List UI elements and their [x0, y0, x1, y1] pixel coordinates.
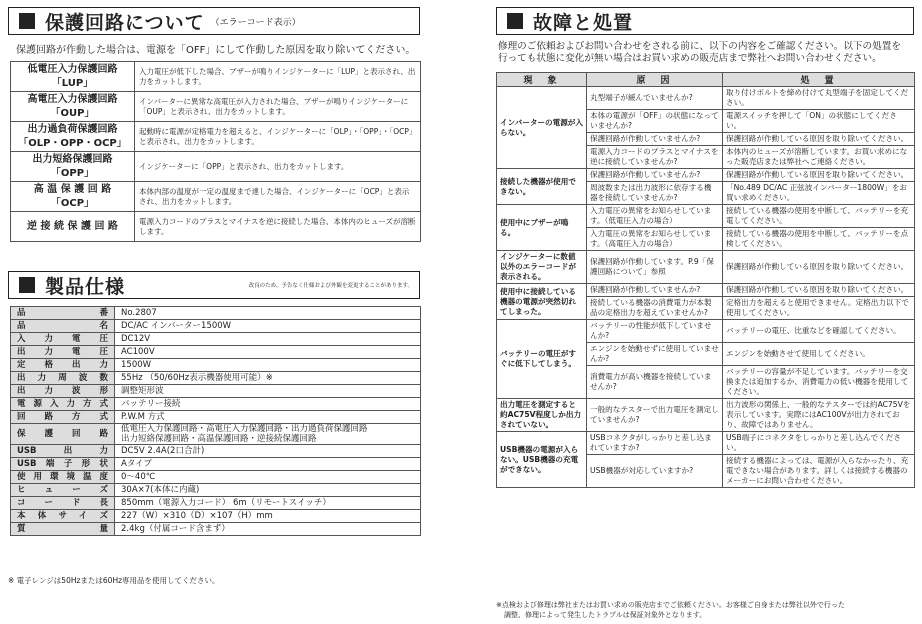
specs-note: 改良のため、予告なく仕様および外観を変更することがあります。: [248, 283, 413, 289]
trouble-symptom: USB機器の電源が入らない。USB機器の充電ができない。: [497, 432, 587, 488]
spec-row: [11, 523, 421, 536]
trouble-remedy: 本体内のヒューズが溶断しています。お買い求めになった販売店または弊社へご連絡ください。: [723, 146, 915, 169]
trouble-cause: 丸型端子が緩んでいませんか?: [587, 87, 723, 110]
trouble-cause: 保護回路が作動していませんか?: [587, 133, 723, 146]
specs-footnote: ※ 電子レンジは50Hzまたは60Hz専用品を使用してください。: [8, 576, 220, 585]
spec-row: [11, 333, 421, 346]
spec-value: No.2807: [115, 307, 421, 320]
spec-key: USB端子形状: [11, 458, 115, 471]
trouble-cause: 電源入力コードのプラスとマイナスを逆に接続していませんか?: [587, 146, 723, 169]
trouble-title: 故障と処置: [533, 11, 634, 34]
trouble-remedy: 「No.489 DC/AC 正弦波インバーター1800W」をお買い求めください。: [723, 182, 915, 205]
protection-circuit-name: 出力過負荷保護回路 「OLP・OPP・OCP」: [11, 122, 135, 152]
trouble-cause: エンジンを始動せずに使用していませんか?: [587, 343, 723, 366]
trouble-remedy: 保護回路が作動している原因を取り除いてください。: [723, 133, 915, 146]
trouble-symptom: 出力電圧を測定すると約AC75V程度しか出力されていない。: [497, 399, 587, 432]
trouble-remedy: バッテリーの容量が不足しています。バッテリーを交換または追加するか、消費電力の低い機器を使用してください。: [723, 366, 915, 399]
spec-row: [11, 411, 421, 424]
trouble-cause: 入力電圧の異常をお知らせしています。（高電圧入力の場合）: [587, 228, 723, 251]
trouble-cause: 保護回路が作動しています。P.9「保護回路について」参照: [587, 251, 723, 284]
trouble-remedy: バッテリーの電圧、比重などを確認してください。: [723, 320, 915, 343]
protection-header: [8, 7, 420, 35]
trouble-cause: 周波数または出力波形に依存する機器を接続していませんか?: [587, 182, 723, 205]
spec-key: 入力電圧: [11, 333, 115, 346]
trouble-row: [497, 205, 915, 228]
protection-subtitle: （エラーコード表示）: [210, 17, 301, 28]
spec-key: 質量: [11, 523, 115, 536]
trouble-cause: 本体の電源が「OFF」の状態になっていませんか?: [587, 110, 723, 133]
spec-row: [11, 307, 421, 320]
spec-value: 55Hz （50/60Hz表示機器使用可能）※: [115, 372, 421, 385]
protection-circuit-desc: 本体内部の温度が一定の温度まで達した場合、インジケーターに「OCP」と表示され、出力をカットします。: [135, 182, 421, 212]
spec-row: [11, 445, 421, 458]
specs-table: [10, 306, 421, 536]
spec-key: 回路方式: [11, 411, 115, 424]
trouble-remedy: 定格出力を超えると使用できません。定格出力以下で使用してください。: [723, 297, 915, 320]
trouble-row: [497, 284, 915, 297]
spec-value: DC12V: [115, 333, 421, 346]
trouble-cause: 保護回路が作動していませんか?: [587, 284, 723, 297]
spec-value: 1500W: [115, 359, 421, 372]
trouble-row: [497, 320, 915, 343]
protection-circuit-name: 逆 接 続 保 護 回 路: [11, 212, 135, 242]
trouble-symptom: インバーターの電源が入らない。: [497, 87, 587, 169]
spec-value: 30A×7(本体に内蔵): [115, 484, 421, 497]
trouble-remedy: 保護回路が作動している原因を取り除いてください。: [723, 169, 915, 182]
trouble-cause: 消費電力が高い機器を接続していませんか?: [587, 366, 723, 399]
protection-circuit-name: 高電圧入力保護回路 「OUP」: [11, 92, 135, 122]
spec-value: DC/AC インバーター1500W: [115, 320, 421, 333]
symptom-header: 現 象: [497, 73, 587, 87]
protection-row: [11, 152, 421, 182]
protection-circuit-name: 低電圧入力保護回路 「LUP」: [11, 62, 135, 92]
spec-row: [11, 510, 421, 523]
spec-row: [11, 497, 421, 510]
spec-key: 保護回路: [11, 424, 115, 445]
spec-value: 0〜40℃: [115, 471, 421, 484]
trouble-remedy: 取り付けボルトを締め付けて丸型端子を固定してください。: [723, 87, 915, 110]
spec-value: 850mm（電源入力コード） 6m（リモートスイッチ）: [115, 497, 421, 510]
protection-title: 保護回路について: [45, 11, 205, 34]
trouble-symptom: バッテリーの電圧がすぐに低下してしまう。: [497, 320, 587, 399]
trouble-remedy: USB端子にコネクタをしっかりと差し込んでください。: [723, 432, 915, 455]
protection-circuit-desc: インジケーターに「OPP」と表示され、出力をカットします。: [135, 152, 421, 182]
spec-value: 低電圧入力保護回路・高電圧入力保護回路・出力過負荷保護回路 出力短絡保護回路・高温保護回路・逆接続保護回路: [115, 424, 421, 445]
spec-key: 電源入力方式: [11, 398, 115, 411]
spec-row: [11, 320, 421, 333]
spec-value: 2.4kg（付属コード含まず）: [115, 523, 421, 536]
spec-key: 出力電圧: [11, 346, 115, 359]
trouble-row: [497, 251, 915, 284]
spec-key: 本体サイズ: [11, 510, 115, 523]
trouble-remedy: 保護回路が作動している原因を取り除いてください。: [723, 284, 915, 297]
spec-value: DC5V 2.4A(2口合計): [115, 445, 421, 458]
trouble-symptom: インジケーターに数値以外のエラーコードが表示される。: [497, 251, 587, 284]
trouble-row: [497, 87, 915, 110]
specs-header: [8, 271, 420, 299]
square-bullet-icon: [19, 13, 35, 29]
spec-row: [11, 346, 421, 359]
protection-row: [11, 92, 421, 122]
trouble-symptom: 使用中に接続している機器の電源が突然切れてしまった。: [497, 284, 587, 320]
protection-circuit-desc: 起動時に電源が定格電力を超えると、インジケーターに「OLP」・「OPP」・「OCP」と表示され、出力をカットします。: [135, 122, 421, 152]
spec-key: 出力波形: [11, 385, 115, 398]
spec-value: P.W.M 方式: [115, 411, 421, 424]
spec-key: 出力周波数: [11, 372, 115, 385]
spec-row: [11, 424, 421, 445]
trouble-symptom: 使用中にブザーが鳴る。: [497, 205, 587, 251]
square-bullet-icon: [19, 277, 35, 293]
trouble-table: [496, 72, 915, 488]
trouble-row: [497, 169, 915, 182]
spec-row: [11, 398, 421, 411]
protection-circuit-desc: 入力電圧が低下した場合、ブザーが鳴りインジケーターに「LUP」と表示され、出力をカットします。: [135, 62, 421, 92]
trouble-cause: バッテリーの性能が低下していませんか?: [587, 320, 723, 343]
trouble-cause: 入力電圧の異常をお知らせしています。（低電圧入力の場合）: [587, 205, 723, 228]
spec-key: USB出力: [11, 445, 115, 458]
spec-value: バッテリー接続: [115, 398, 421, 411]
trouble-footnote-line2: 調整、修理によって発生したトラブルは保証対象外となります。: [504, 611, 707, 619]
spec-key: 定格出力: [11, 359, 115, 372]
spec-value: 227（W）×310（D）×107（H）mm: [115, 510, 421, 523]
protection-row: [11, 212, 421, 242]
spec-row: [11, 484, 421, 497]
spec-row: [11, 359, 421, 372]
trouble-intro-line1: 修理のご依頼およびお問い合わせをされる前に、以下の内容をご確認ください。以下の処置を: [498, 41, 901, 52]
spec-key: 品名: [11, 320, 115, 333]
spec-value: Aタイプ: [115, 458, 421, 471]
trouble-row: [497, 399, 915, 432]
trouble-footnote-line1: ※点検および修理は弊社またはお買い求めの販売店までご依頼ください。お客様ご自身または弊社以外で行った: [496, 601, 845, 609]
protection-circuit-desc: 電源入力コードのプラスとマイナスを逆に接続した場合、本体内のヒューズが溶断します。: [135, 212, 421, 242]
protection-row: [11, 182, 421, 212]
spec-value: AC100V: [115, 346, 421, 359]
protection-circuit-desc: インバーターに異常な高電圧が入力された場合、ブザーが鳴りインジケーターに「OUP」と表示され、出力をカットします。: [135, 92, 421, 122]
specs-title: 製品仕様: [45, 275, 126, 298]
trouble-cause: 一般的なテスターで出力電圧を測定していませんか?: [587, 399, 723, 432]
trouble-remedy: 接続している機器の使用を中断して、バッテリーを点検してください。: [723, 228, 915, 251]
protection-intro: 保護回路が作動した場合は、電源を「OFF」にして作動した原因を取り除いてください。: [16, 45, 416, 56]
trouble-cause: USBコネクタがしっかりと差し込まれていますか?: [587, 432, 723, 455]
trouble-remedy: 電源スイッチを押して「ON」の状態にしてください。: [723, 110, 915, 133]
spec-key: 品番: [11, 307, 115, 320]
trouble-remedy: 接続している機器の使用を中断して、バッテリーを充電してください。: [723, 205, 915, 228]
remedy-header: 処 置: [723, 73, 915, 87]
spec-row: [11, 372, 421, 385]
protection-row: [11, 62, 421, 92]
spec-key: 使用環境温度: [11, 471, 115, 484]
spec-key: ヒューズ: [11, 484, 115, 497]
protection-circuit-name: 高 温 保 護 回 路 「OCP」: [11, 182, 135, 212]
spec-row: [11, 385, 421, 398]
trouble-row: [497, 432, 915, 455]
cause-header: 原 因: [587, 73, 723, 87]
trouble-symptom: 接続した機器が使用できない。: [497, 169, 587, 205]
spec-value: 調整矩形波: [115, 385, 421, 398]
trouble-cause: 接続している機器の消費電力が本製品の定格出力を超えていませんか?: [587, 297, 723, 320]
trouble-header: [496, 7, 914, 35]
spec-row: [11, 458, 421, 471]
trouble-remedy: エンジンを始動させて使用してください。: [723, 343, 915, 366]
protection-circuit-name: 出力短絡保護回路 「OPP」: [11, 152, 135, 182]
trouble-remedy: 保護回路が作動している原因を取り除いてください。: [723, 251, 915, 284]
trouble-cause: 保護回路が作動していませんか?: [587, 169, 723, 182]
trouble-remedy: 接続する機器によっては、電源が入らなかったり、充電できない場合があります。詳しくは接続する機器のメーカーにお問い合わせください。: [723, 455, 915, 488]
protection-table: [10, 61, 421, 242]
trouble-cause: USB機器が対応していますか?: [587, 455, 723, 488]
trouble-remedy: 出力波形の関係上、一般的なテスターでは約AC75Vを表示しています。実際にはAC100Vが出力されており、故障ではありません。: [723, 399, 915, 432]
trouble-intro-line2: 行っても状態に変化が無い場合はお買い求めの販売店まで弊社へお問い合わせください。: [498, 53, 882, 64]
square-bullet-icon: [507, 13, 523, 29]
protection-row: [11, 122, 421, 152]
spec-key: コード長: [11, 497, 115, 510]
spec-row: [11, 471, 421, 484]
